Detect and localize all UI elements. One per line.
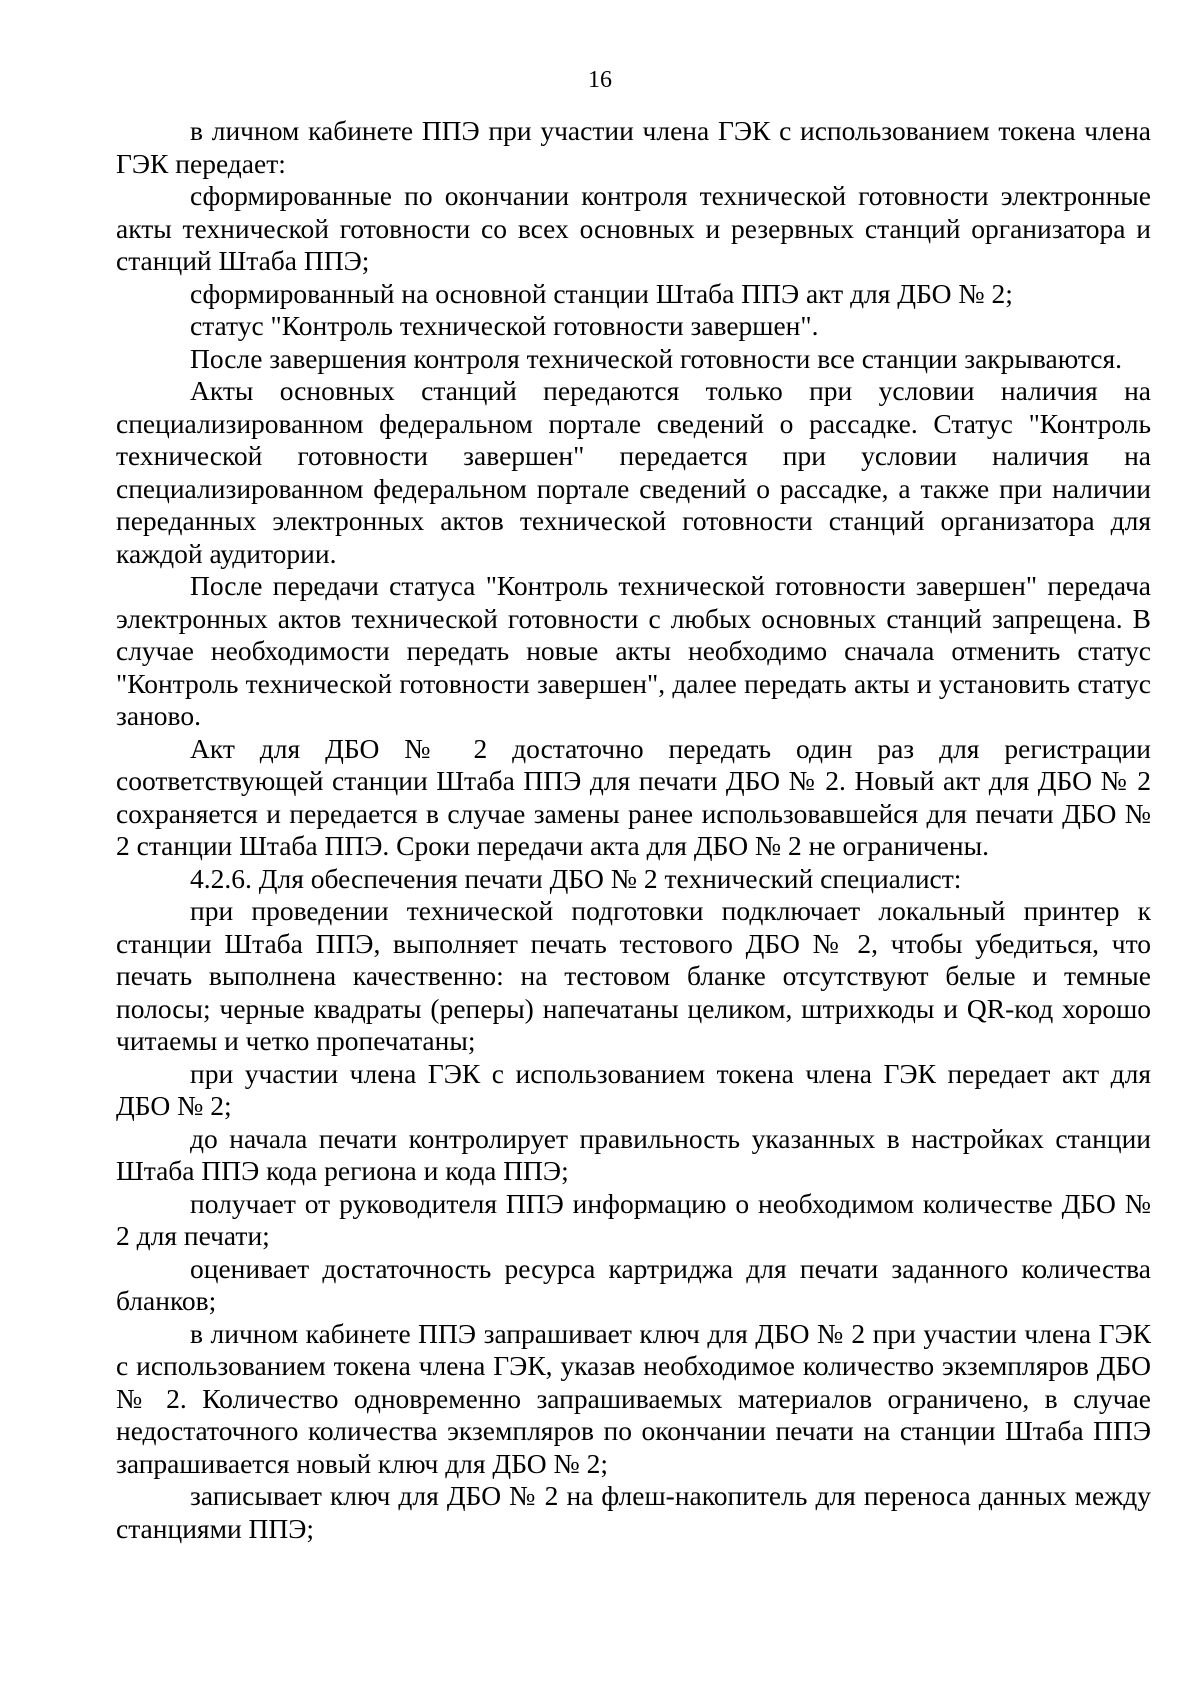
paragraph: оценивает достаточность ресурса картриджа для печати заданного количества бланков;	[116, 1252, 1151, 1316]
paragraph: Акты основных станций передаются только при условии наличия на специализированном федеральном портале сведений о рассадке. Статус "Контроль технической готовности завершен" передается при условии наличия на специализированном федеральном портале сведений о рассадке, а также при наличии переданных электронных актов технической готовности станций организатора для каждой аудитории.	[116, 375, 1151, 569]
paragraph: После завершения контроля технической готовности все станции закрываются.	[190, 342, 1122, 374]
paragraph: до начала печати контролирует правильность указанных в настройках станции Штаба ППЭ кода региона и кода ППЭ;	[116, 1122, 1151, 1186]
paragraph: при проведении технической подготовки подключает локальный принтер к станции Штаба ППЭ, выполняет печать тестового ДБО № 2, чтобы убедиться, что печать выполнена качественно: на тестовом бланке отсутствуют белые и темные полосы; черные квадраты (реперы) напечатаны целиком, штрихкоды и QR-код хорошо читаемы и четко пропечатаны;	[116, 895, 1151, 1056]
paragraph: сформированный на основной станции Штаба ППЭ акт для ДБО № 2;	[190, 277, 1013, 309]
paragraph: Акт для ДБО № 2 достаточно передать один раз для регистрации соответствующей станции Штаба ППЭ для печати ДБО № 2. Новый акт для ДБО № 2 сохраняется и передается в случае замены ранее использовавшейся для печати ДБО № 2 станции Штаба ППЭ. Сроки передачи акта для ДБО № 2 не ограничены.	[116, 732, 1151, 861]
document-body	[116, 115, 1151, 1545]
paragraph: в личном кабинете ППЭ запрашивает ключ для ДБО № 2 при участии члена ГЭК с использованием токена члена ГЭК, указав необходимое количество экземпляров ДБО № 2. Количество одновременно запрашиваемых материалов ограничено, в случае недостаточного количества экземпляров по окончании печати на станции Штаба ППЭ запрашивается новый ключ для ДБО № 2;	[116, 1317, 1151, 1479]
paragraph: После передачи статуса "Контроль технической готовности завершен" передача электронных актов технической готовности с любых основных станций запрещена. В случае необходимости передать новые акты необходимо сначала отменить статус "Контроль технической готовности завершен", далее передать акты и установить статус заново.	[116, 570, 1151, 731]
paragraph: записывает ключ для ДБО № 2 на флеш-накопитель для переноса данных между станциями ППЭ;	[116, 1480, 1151, 1544]
paragraph: статус "Контроль технической готовности завершен".	[190, 310, 819, 341]
paragraph: в личном кабинете ППЭ при участии члена ГЭК с использованием токена члена ГЭК передает:	[116, 115, 1151, 179]
page-number: 16	[588, 67, 612, 93]
paragraph: получает от руководителя ППЭ информацию о необходимом количестве ДБО № 2 для печати;	[116, 1187, 1151, 1251]
section-heading-4-2-6: 4.2.6. Для обеспечения печати ДБО № 2 технический специалист:	[190, 862, 962, 894]
paragraph: при участии члена ГЭК с использованием токена члена ГЭК передает акт для ДБО № 2;	[116, 1057, 1151, 1121]
paragraph: сформированные по окончании контроля технической готовности электронные акты технической готовности со всех основных и резервных станций организатора и станций Штаба ППЭ;	[116, 180, 1151, 276]
